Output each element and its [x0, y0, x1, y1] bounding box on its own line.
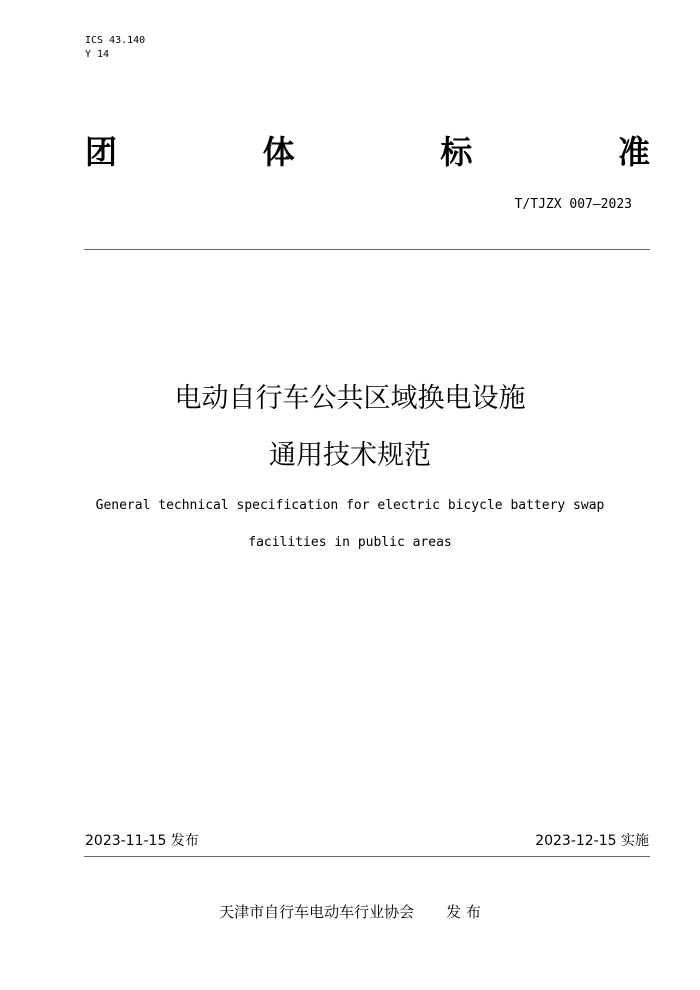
top-divider	[84, 249, 650, 250]
document-title-line-1: 电动自行车公共区域换电设施	[174, 383, 526, 414]
english-title-line-1: General technical specification for electric bicycle battery swap	[95, 498, 605, 513]
implementation-date: 2023-12-15 实施	[535, 833, 649, 849]
standard-type-char: 体	[262, 133, 295, 171]
standard-number: T/TJZX 007—2023	[514, 197, 632, 212]
document-title-line-2: 通用技术规范	[269, 440, 431, 471]
publish-action: 发 布	[446, 903, 481, 921]
publisher-organization: 天津市自行车电动车行业协会	[219, 903, 415, 921]
classification-codes	[85, 34, 145, 62]
standard-type-char: 准	[617, 133, 650, 171]
standard-type-char: 标	[440, 133, 473, 171]
publisher-line	[0, 901, 700, 923]
bottom-divider	[84, 856, 650, 857]
standard-type-char: 团	[85, 133, 118, 171]
ics-code: ICS 43.140	[85, 35, 146, 46]
english-title-line-2: facilities in public areas	[248, 535, 452, 550]
ccs-code: Y 14	[85, 49, 110, 60]
standard-type-heading	[85, 130, 650, 174]
release-date: 2023-11-15 发布	[85, 833, 199, 849]
